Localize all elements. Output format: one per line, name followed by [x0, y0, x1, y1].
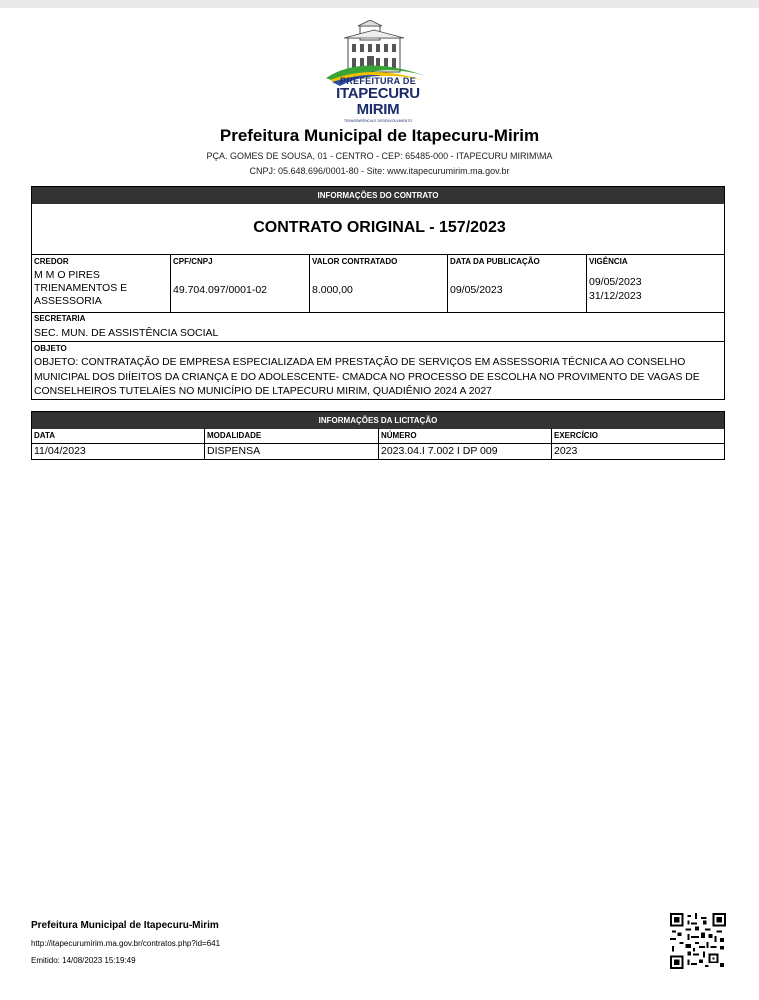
divider	[551, 428, 552, 460]
divider	[378, 428, 379, 460]
qr-code-icon	[670, 913, 726, 969]
divider	[31, 254, 725, 255]
footer-url-link[interactable]: http://itapecurumirim.ma.gov.br/contratos.php?id=641	[31, 939, 221, 948]
exercicio-value: 2023	[554, 445, 578, 457]
logo-line2: ITAPECURU MIRIM	[336, 85, 420, 118]
secretaria-value: SEC. MUN. DE ASSISTÊNCIA SOCIAL	[34, 327, 219, 339]
exercicio-label: EXERCÍCIO	[554, 431, 599, 440]
logo-line1: PREFEITURA DE	[339, 76, 417, 86]
divider	[31, 312, 725, 313]
credor-label: CREDOR	[34, 257, 69, 266]
licitacao-data-label: DATA	[34, 431, 56, 440]
footer-org-name: Prefeitura Municipal de Itapecuru-Mirim	[31, 920, 219, 931]
footer-emitted-date: Emitido: 14/08/2023 15:19:49	[31, 956, 136, 965]
top-bar	[0, 0, 759, 8]
divider	[204, 428, 205, 460]
objeto-value: OBJETO: CONTRATAÇÃO DE EMPRESA ESPECIALIZADA EM PRESTAÇÃO DE SERVIÇOS EM ASSESSORIA TÉCNICA AO CONSELHO MUNICIPAL DOS DIÍEITOS DA CRIANÇA E DO ADOLESCENTE- CMADCA NO PROCESSO DE ESCOLHA NO PROVIMENTO DE VAGAS DE CONSELHEIROS TUTELAÍES NO MUNICÍPIO DE LTAPECURU MIRIM, QUADIÊNIO 2024 A 2027	[34, 357, 700, 397]
credor-value: M M O PIRES TRIENAMENTOS E ASSESSORIA	[34, 269, 128, 307]
modalidade-value: DISPENSA	[207, 445, 261, 457]
modalidade-label: MODALIDADE	[207, 431, 262, 440]
contract-section-header: INFORMAÇÕES DO CONTRATO	[32, 187, 724, 204]
data-publicacao-label: DATA DA PUBLICAÇÃO	[450, 257, 540, 266]
logo-line3: TRANSPARÊNCIA E DESENVOLVIMENTO	[343, 119, 413, 123]
vigencia-end: 31/12/2023	[589, 290, 642, 302]
valor-contratado-value: 8.000,00	[312, 284, 353, 296]
valor-contratado-label: VALOR CONTRATADO	[312, 257, 398, 266]
secretaria-label: SECRETARIA	[34, 314, 86, 323]
objeto-label: OBJETO	[34, 344, 67, 353]
divider	[170, 254, 171, 312]
org-address: PÇA. GOMES DE SOUSA, 01 - CENTRO - CEP: 65485-000 - ITAPECURU MIRIM\MA	[206, 151, 553, 161]
org-cnpj-site: CNPJ: 05.648.696/0001-80 - Site: www.itapecurumirim.ma.gov.br	[249, 166, 510, 176]
data-publicacao-value: 09/05/2023	[450, 284, 503, 296]
org-title: Prefeitura Municipal de Itapecuru-Mirim	[219, 126, 540, 145]
divider	[31, 341, 725, 342]
cpf-cnpj-value: 49.704.097/0001-02	[173, 284, 268, 296]
contract-title: CONTRATO ORIGINAL - 157/2023	[253, 219, 506, 236]
licitacao-data-value: 11/04/2023	[34, 445, 86, 457]
numero-label: NÚMERO	[381, 431, 417, 440]
cpf-cnpj-label: CPF/CNPJ	[173, 257, 213, 266]
divider	[586, 254, 587, 312]
logo-text	[322, 76, 434, 124]
divider	[447, 254, 448, 312]
numero-value: 2023.04.I 7.002 I DP 009	[381, 445, 498, 457]
vigencia-label: VIGÊNCIA	[589, 257, 628, 266]
vigencia-start: 09/05/2023	[589, 276, 642, 288]
divider	[309, 254, 310, 312]
licitacao-section-header: INFORMAÇÕES DA LICITAÇÃO	[32, 412, 724, 429]
